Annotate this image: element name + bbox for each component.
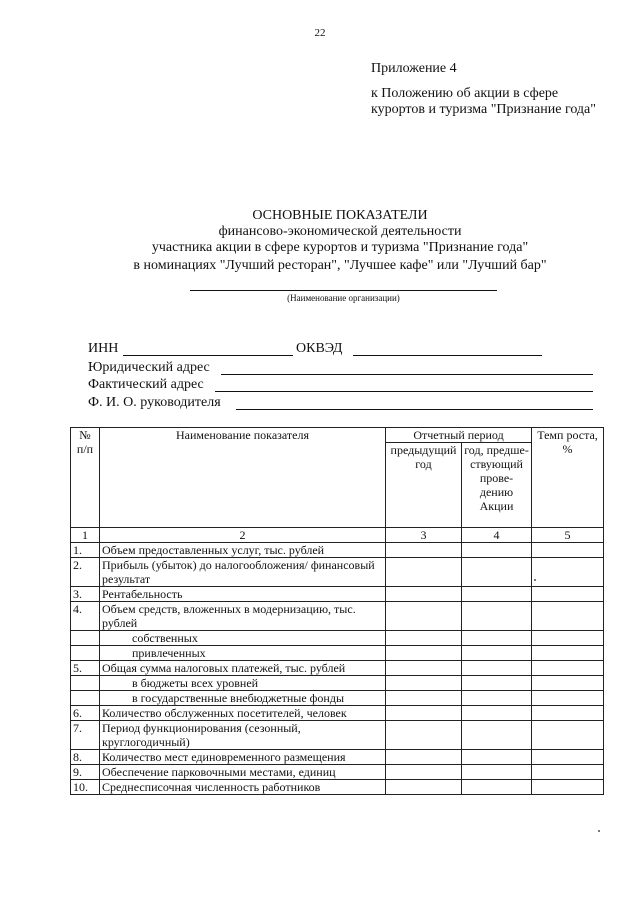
row-number: 3. <box>71 587 100 602</box>
column-number: 2 <box>100 528 386 543</box>
cell-year-before[interactable] <box>462 543 532 558</box>
appendix-title: Приложение 4 <box>371 61 457 76</box>
row-name: Период функционирования (сезонный, круглогодичный) <box>100 721 386 750</box>
row-number: 1. <box>71 543 100 558</box>
row-number: 9. <box>71 765 100 780</box>
legal-address-field[interactable] <box>221 374 593 375</box>
column-number: 1 <box>71 528 100 543</box>
document-subtitle-1: финансово-экономической деятельности <box>218 224 462 239</box>
header-year-before: год, предше-ствующий прове-дению Акции <box>462 443 532 528</box>
table-row <box>71 676 604 691</box>
cell-year-before[interactable] <box>462 691 532 706</box>
row-name: Общая сумма налоговых платежей, тыс. рублей <box>100 661 386 676</box>
cell-growth[interactable] <box>532 750 604 765</box>
cell-growth[interactable] <box>532 602 604 631</box>
cell-prev-year[interactable] <box>386 691 462 706</box>
cell-growth[interactable] <box>532 661 604 676</box>
table-row <box>71 646 604 661</box>
row-number <box>71 676 100 691</box>
row-number: 4. <box>71 602 100 631</box>
row-number: 7. <box>71 721 100 750</box>
row-name: Объем предоставленных услуг, тыс. рублей <box>100 543 386 558</box>
okved-label: ОКВЭД <box>296 341 343 356</box>
table-row <box>71 721 604 750</box>
row-name: Объем средств, вложенных в модернизацию, тыс. рублей <box>100 602 386 631</box>
scan-speck <box>534 579 536 581</box>
page-number: 22 <box>314 27 326 39</box>
cell-growth[interactable] <box>532 587 604 602</box>
scan-speck <box>598 830 600 832</box>
legal-address-label: Юридический адрес <box>88 360 210 375</box>
indicators-table <box>70 427 604 795</box>
cell-growth[interactable] <box>532 765 604 780</box>
cell-year-before[interactable] <box>462 750 532 765</box>
row-name: собственных <box>100 631 386 646</box>
header-period: Отчетный период <box>386 428 532 443</box>
row-name: Количество обслуженных посетителей, человек <box>100 706 386 721</box>
column-number: 3 <box>386 528 462 543</box>
cell-growth[interactable] <box>532 691 604 706</box>
table-row <box>71 587 604 602</box>
document-title: ОСНОВНЫЕ ПОКАЗАТЕЛИ <box>252 208 428 223</box>
table-row <box>71 750 604 765</box>
table-row <box>71 691 604 706</box>
table-row <box>71 765 604 780</box>
director-label: Ф. И. О. руководителя <box>88 395 221 410</box>
cell-prev-year[interactable] <box>386 646 462 661</box>
table-row <box>71 558 604 587</box>
cell-prev-year[interactable] <box>386 602 462 631</box>
cell-prev-year[interactable] <box>386 631 462 646</box>
cell-prev-year[interactable] <box>386 676 462 691</box>
cell-prev-year[interactable] <box>386 750 462 765</box>
cell-prev-year[interactable] <box>386 721 462 750</box>
row-number: 5. <box>71 661 100 676</box>
cell-prev-year[interactable] <box>386 765 462 780</box>
cell-year-before[interactable] <box>462 706 532 721</box>
cell-year-before[interactable] <box>462 646 532 661</box>
cell-growth[interactable] <box>532 780 604 795</box>
cell-year-before[interactable] <box>462 676 532 691</box>
organization-name-line[interactable] <box>190 290 497 291</box>
header-growth: Темп роста, % <box>532 428 604 528</box>
row-name: Прибыль (убыток) до налогообложения/ финансовый результат <box>100 558 386 587</box>
inn-field[interactable] <box>123 355 293 356</box>
row-number: 2. <box>71 558 100 587</box>
table-row <box>71 780 604 795</box>
row-number: 8. <box>71 750 100 765</box>
actual-address-label: Фактический адрес <box>88 377 204 392</box>
row-name: Среднесписочная численность работников <box>100 780 386 795</box>
cell-growth[interactable] <box>532 543 604 558</box>
row-name: Обеспечение парковочными местами, единиц <box>100 765 386 780</box>
cell-growth[interactable] <box>532 631 604 646</box>
row-number: 10. <box>71 780 100 795</box>
director-field[interactable] <box>236 409 593 410</box>
inn-label: ИНН <box>88 341 119 356</box>
row-name: привлеченных <box>100 646 386 661</box>
appendix-subtitle: к Положению об акции в сфере курортов и туризма "Признание года" <box>371 86 596 117</box>
table-row <box>71 661 604 676</box>
document-subtitle-2: участника акции в сфере курортов и туризма "Признание года" <box>151 240 529 255</box>
header-prev-year: предыдущий год <box>386 443 462 528</box>
column-number: 5 <box>532 528 604 543</box>
row-name: Рентабельность <box>100 587 386 602</box>
cell-growth[interactable] <box>532 676 604 691</box>
row-number <box>71 631 100 646</box>
column-number: 4 <box>462 528 532 543</box>
row-number <box>71 646 100 661</box>
cell-year-before[interactable] <box>462 765 532 780</box>
actual-address-field[interactable] <box>215 391 593 392</box>
cell-prev-year[interactable] <box>386 558 462 587</box>
organization-name-caption: (Наименование организации) <box>287 293 400 303</box>
cell-year-before[interactable] <box>462 631 532 646</box>
table-row <box>71 631 604 646</box>
cell-year-before[interactable] <box>462 780 532 795</box>
cell-year-before[interactable] <box>462 558 532 587</box>
table-row <box>71 706 604 721</box>
row-name: в бюджеты всех уровней <box>100 676 386 691</box>
header-name: Наименование показателя <box>100 428 386 528</box>
cell-prev-year[interactable] <box>386 543 462 558</box>
cell-year-before[interactable] <box>462 587 532 602</box>
okved-field[interactable] <box>353 355 542 356</box>
row-number <box>71 691 100 706</box>
cell-year-before[interactable] <box>462 721 532 750</box>
row-name: в государственные внебюджетные фонды <box>100 691 386 706</box>
cell-growth[interactable] <box>532 706 604 721</box>
cell-year-before[interactable] <box>462 602 532 631</box>
cell-prev-year[interactable] <box>386 706 462 721</box>
cell-year-before[interactable] <box>462 661 532 676</box>
document-subtitle-3: в номинациях "Лучший ресторан", "Лучшее кафе" или "Лучший бар" <box>133 258 547 273</box>
cell-growth[interactable] <box>532 646 604 661</box>
row-name: Количество мест единовременного размещения <box>100 750 386 765</box>
table-row <box>71 543 604 558</box>
header-num: № п/п <box>71 428 100 528</box>
table-row <box>71 602 604 631</box>
cell-growth[interactable] <box>532 721 604 750</box>
cell-prev-year[interactable] <box>386 587 462 602</box>
cell-prev-year[interactable] <box>386 661 462 676</box>
cell-prev-year[interactable] <box>386 780 462 795</box>
row-number: 6. <box>71 706 100 721</box>
cell-growth[interactable] <box>532 558 604 587</box>
